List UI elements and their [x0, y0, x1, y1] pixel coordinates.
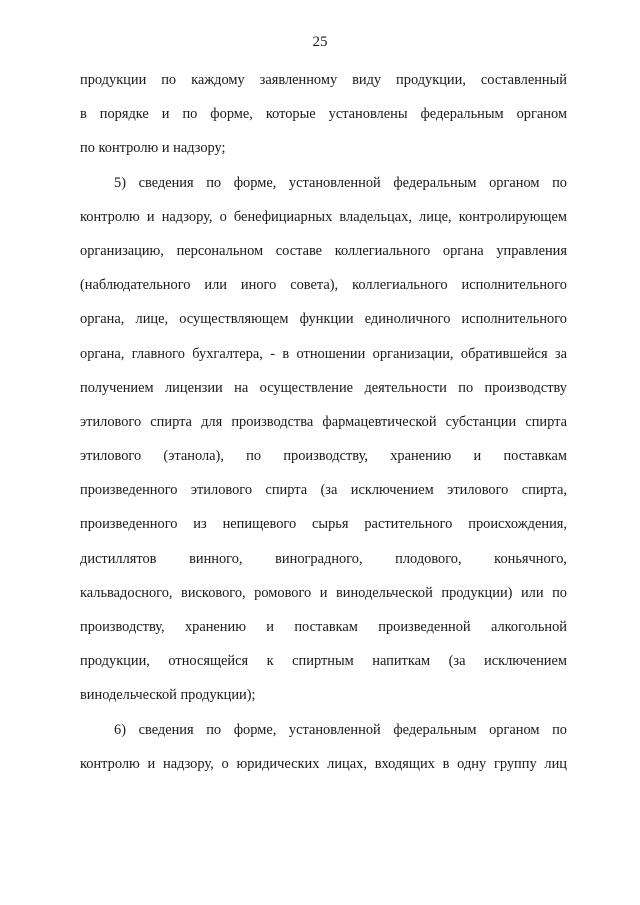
text-line: контролю и надзору, о бенефициарных владельцах, лице, контролирующем [80, 208, 567, 225]
text-line: произведенного из непищевого сырья растительного происхождения, [80, 516, 567, 533]
text-line: по контролю и надзору; [80, 140, 226, 157]
text-line: 6) сведения по форме, установленной федеральным органом по [114, 721, 567, 738]
text-line: этилового спирта для производства фармацевтической субстанции спирта [80, 413, 567, 430]
body-text [80, 68, 567, 786]
text-line: винодельческой продукции); [80, 687, 256, 704]
text-line: дистиллятов винного, виноградного, плодового, коньячного, [80, 550, 567, 567]
text-line: организацию, персональном составе коллегиального органа управления [80, 242, 567, 259]
text-line: органа, главного бухгалтера, - в отношении организации, обратившейся за [80, 345, 567, 362]
text-line: произведенного этилового спирта (за исключением этилового спирта, [80, 482, 567, 499]
text-line: кальвадосного, вискового, ромового и винодельческой продукции) или по [80, 584, 567, 601]
text-line: получением лицензии на осуществление деятельности по производству [80, 379, 567, 396]
text-line: контролю и надзору, о юридических лицах, входящих в одну группу лиц [80, 755, 567, 772]
text-line: в порядке и по форме, которые установлены федеральным органом [80, 106, 567, 123]
text-line: этилового (этанола), по производству, хранению и поставкам [80, 448, 567, 465]
text-line: (наблюдательного или иного совета), коллегиального исполнительного [80, 277, 567, 294]
text-line: 5) сведения по форме, установленной федеральным органом по [114, 174, 567, 191]
text-line: органа, лице, осуществляющем функции единоличного исполнительного [80, 311, 567, 328]
text-line: продукции по каждому заявленному виду продукции, составленный [80, 72, 567, 88]
text-line: производству, хранению и поставкам произведенной алкогольной [80, 619, 567, 635]
text-line: продукции, относящейся к спиртным напиткам (за исключением [80, 653, 567, 670]
page-number: 25 [312, 34, 328, 50]
